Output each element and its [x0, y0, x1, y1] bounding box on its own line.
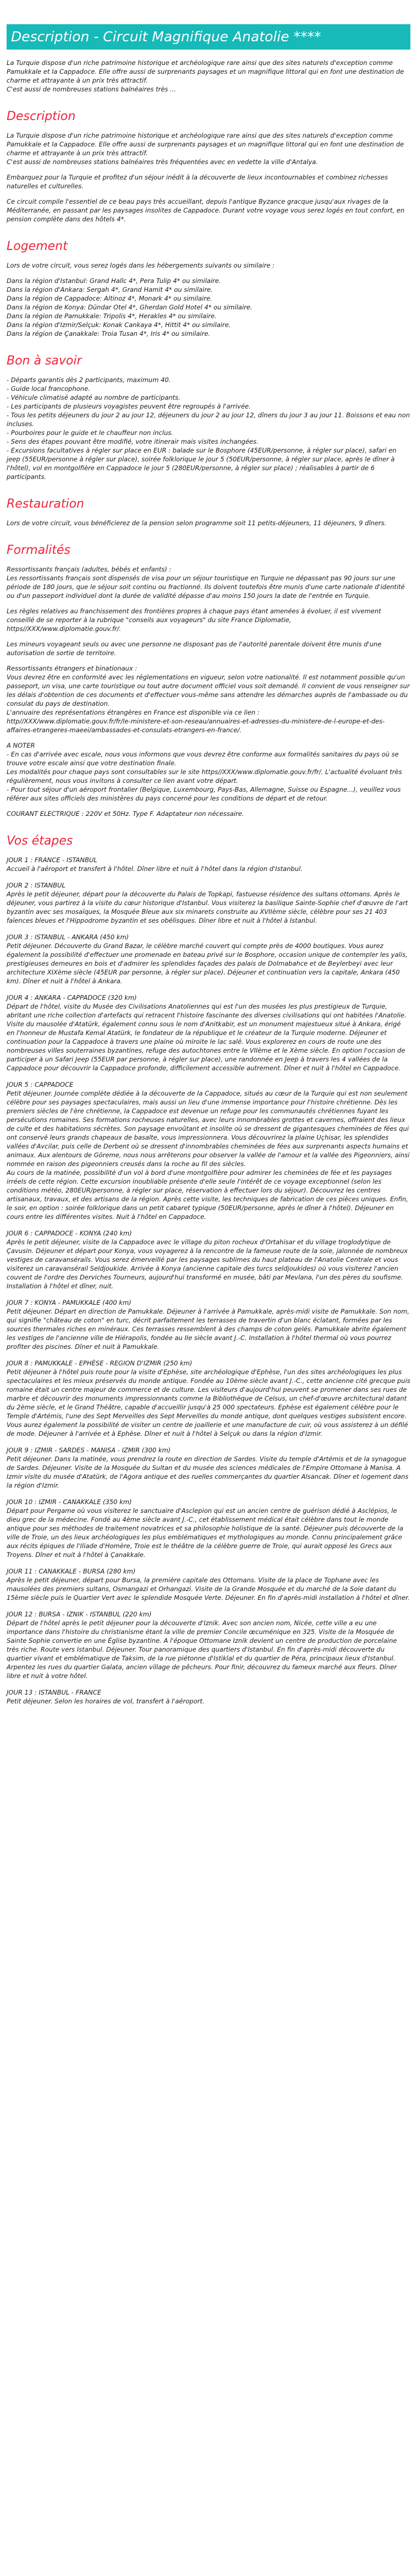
step-item: JOUR 12 : BURSA - IZNIK - ISTANBUL (220 km) Départ de l'hôtel après le petit déjeuner pour la découverte d'Iznik. Avec son ancien nom, Nicée, cette ville a eu une importance dans l'histoire du christianisme étant la ville de premier Concile œcuménique en 325. Visite de la Mosquée de Sainte Sophie convertie en une Église byzantine. A l'époque Ottomane Iznik devient un centre de production de porcelaine très riche. Route vers Istanbul. Déjeuner. Tour panoramique des quartiers d'Istanbul. En fin d'après-midi découverte du quartier vivant et emblématique de Taksim, de la rue piétonne d'Istiklal et du quartier de Péra, principaux lieux d'Istanbul. Arpentez les rues du quartier Galata, ancien village de pêcheurs. Pour finir, découvrez du fameux marché aux fleurs. Dîner libre et nuit à votre hôtel. [7, 1610, 397, 1680]
logement-section [7, 239, 410, 338]
formalites-paragraph: Ressortissants français (adultes, bébés et enfants) : Les ressortissants français sont dispensés de visa pour un séjour touristique en Turquie ne dépassant pas 90 jours sur une période de 180 jours, que le séjour soit continu ou fractionné. Ils doivent toutefois être munis d'une carte nationale d'identité ou d'un passeport individuel dont la durée de validité dépasse d'au moins 150 jours la date de l'entrée en Turquie. [7, 565, 405, 600]
intro-text: La Turquie dispose d'un riche patrimoine historique et archéologique rare ainsi que des sites naturels d'exception comme Pamukkale et la Cappadoce. Elle offre aussi de surprenants paysages et un magnifique littoral qui en font une destination de charme et attrayante à un prix très attractif. C'est aussi de nombreuses stations balnéaires très ... [7, 59, 404, 93]
savoir-list: - Départs garantis dès 2 participants, maximum 40. - Guide local francophone. - Véhicule climatisé adapté au nombre de participants. - Les participants de plusieurs voyagistes peuvent être regroupés à l'arrivée. - Tous les petits déjeuners du jour 2 au jour 12, déjeuners du jour 2 au jour 12, dîners du jour 3 au jour 11. Boissons et eau non incluses. - Pourboires pour le guide et le chauffeur non inclus. - Sens des étapes pouvant être modifié, votre itinerair mais visites inchangées. - Excursions facultatives à régler sur place en EUR : balade sur le Bosphore (45EUR/personne, à régler sur place), safari en jeep (55EUR/personne à régler sur place), soirée folklorique le jour 5 (50EUR/personne, à régler sur place, après le dîner à l'hôtel), vol en montgolfière en Cappadoce le jour 5 (280EUR/personne, à régler sur place) ; réalisables à partir de 6 participants. [7, 376, 410, 481]
formalites-paragraph: Les règles relatives au franchissement des frontières propres à chaque pays étant amenées à évoluer, il est vivement conseillé de se reporter à la rubrique "conseils aux voyageurs" du site France Diplomatie, https//XXX/www.diplomatie.gouv.fr/. [7, 607, 381, 633]
formalites-paragraph: Ressortissants étrangers et binationaux : Vous devrez être en conformité avec les réglementations en vigueur, selon votre nationalité. Il est notamment possible qu'un passeport, un visa, une carte touristique ou tout autre document officiel vous soit demandé. Il convient de vous renseigner sur les délais d'obtention de ces documents et d'effectuer vous-même sans attendre les démarches auprès de l'ambassade ou du consulat du pays de destination. L'annuaire des représentations étrangères en France est disponible via ce lien : http//XXX/www.diplomatie.gouv.fr/fr/le-ministere-et-son-reseau/annuaires-et-adresses-du-ministere-de-l-europe-et-des-affaires-etrangeres-maeei/ambassades-et-consulats-etrangers-en-france/. [7, 665, 410, 734]
step-item: JOUR 2 : ISTANBUL Après le petit déjeuner, départ pour la découverte du Palais de Topkapi, fastueuse résidence des sultans ottomans. Après le déjeuner, vous partirez à la visite du cœur historique d'Istanbul. Vous visiterez la basilique Sainte-Sophie chef d'œuvre de l'art byzantin avec ses mosaïques, la Mosquée Bleue aux six minarets construite au XVIIème siècle, célèbre pour ses 21 403 faïences bleues et l'Hippodrome byzantin et ses obélisques. Dîner libre et nuit à l'hôtel à Istanbul. [7, 881, 408, 924]
step-item: JOUR 13 : ISTANBUL - FRANCE Petit déjeuner. Selon les horaires de vol, transfert à l'aéroport. [7, 1689, 205, 1705]
step-item: JOUR 3 : ISTANBUL - ANKARA (450 km) Petit déjeuner. Découverte du Grand Bazar, le célèbre marché couvert qui compte près de 4000 boutiques. Vous aurez également la possibilité d'effectuer une promenade en bateau privé sur le Bosphore, occasion unique de contempler les yalis, prestigieuses demeures en bois et d'admirer les splendides façades des palais de Dolmabahce et de Beylerbeyi avec leur architecture XIXème siècle (45EUR par personne, à régler sur place). Déjeuner et continuation vers la capitale, Ankara (450 km). Dîner et nuit à l'hôtel à Ankara. [7, 933, 408, 985]
step-item: JOUR 5 : CAPPADOCE Petit déjeuner. Journée complète dédiée à la découverte de la Cappadoce, situés au cœur de la Turquie qui est non seulement célèbre pour ses paysages spectaculaires, mais aussi un lieu d'une immense importance pour l'histoire chrétienne. Dès les premiers siècles de l'ère chrétienne, la Cappadoce est devenue un refuge pour les communautés chrétiennes fuyant les persécutions romaines. Ses formations rocheuses naturelles, avec leurs innombrables grottes et cavernes, offraient des lieux de culte et des habitations sécrètes. Son paysage envoûtant et insolite où se dressent de gigantesques cheminées de fées qui ont conservé leurs grands chapeaux de basalte, vous impressionnera. Vous découvrirez la plaine Uçhisar, les splendides vallées d'Avcilar, puis celle de Derbent où se dressent d'innombrables cheminées de fées aux surprenants aspects humains et animaux. Aux alentours de Göreme, nous nous arrêterons pour observer la vallée de l'amour et la vallée des Pigeonniers, ainsi nommée en raison des pigeonniers creusés dans la roche au fil des siècles. Au cours de la matinée, possibilité d'un vol à bord d'une montgolfière pour admirer les cheminées de fée et les paysages irréels de cette région. Cette excursion inoubliable présente d'elle seule l'intérêt de ce voyage exceptionnel (selon les conditions météo, 280EUR/personne, à régler sur place, réservation à effectuer lors du séjour). Découvrez les centres artisanaux, travaux, et des artisans de la région. Après cette visite, les techniques de fabrication de ces pièces uniques. Enfin, le soir, en option : soirée folklorique dans un petit cabaret typique (50EUR/personne, après le dîner à l'hôtel). Déjeuner en cours entre les différentes visites. Nuit à l'hôtel en Cappadoce. [7, 1081, 410, 1221]
restauration-paragraph: Lors de votre circuit, vous bénéficierez de la pension selon programme soit 11 petits-déjeuners, 11 déjeuners, 9 dîners. [7, 519, 387, 527]
step-item: JOUR 1 : FRANCE - ISTANBUL Accueil à l'aéroport et transfert à l'hôtel. Dîner libre et nuit à l'hôtel dans la région d'Istanbul. [7, 856, 303, 873]
page [0, 24, 417, 1735]
restauration-section [7, 497, 410, 527]
section-heading-restauration: Restauration [7, 497, 85, 511]
formalites-paragraph: Les mineurs voyageant seuls ou avec une personne ne disposant pas de l'autorité parentale doivent être munis d'une autorisation de sortie de territoire. [7, 640, 382, 657]
formalites-paragraph: COURANT ELECTRIQUE : 220V et 50Hz. Type F. Adaptateur non nécessaire. [7, 810, 244, 818]
etapes-section [7, 834, 410, 1706]
description-section [7, 109, 410, 224]
section-heading-savoir: Bon à savoir [7, 354, 82, 368]
step-item: JOUR 9 : IZMIR - SARDES - MANISA - IZMIR (300 km) Petit déjeuner. Dans la matinée, vous prendrez la route en direction de Sardes. Visite du temple d'Artémis et de la synagogue de Sardes. Déjeuner. Visite de la Mosquée du Sultan et du musée des sciences médicales de l'Empire Ottomane à Manisa. A Izmir visite du musée d'Atatürk, de l'Agora antique et des ruelles commerçantes du quartier Alsancak. Dîner et logement dans la région d'Izmir. [7, 1446, 409, 1489]
description-paragraph: Ce circuit compile l'essentiel de ce beau pays très accueillant, depuis l'antique Byzance gracque jusqu'aux rivages de la Méditerranée, en passant par les paysages insolites de Cappadoce. Durant votre voyage vous serez logés en tout confort, en pension complète dans des hôtels 4*. [7, 198, 405, 223]
description-paragraph: La Turquie dispose d'un riche patrimoine historique et archéologique rare ainsi que des sites naturels d'exception comme Pamukkale et la Cappadoce. Elle offre aussi de surprenants paysages et un magnifique littoral qui en font une destination de charme et attrayante à un prix très attractif. C'est aussi de nombreuses stations balnéaires très fréquentées avec en vedette la ville d'Antalya. [7, 132, 404, 166]
step-item: JOUR 4 : ANKARA - CAPPADOCE (320 km) Départ de l'hôtel, visite du Musée des Civilisations Anatoliennes qui est l'un des musées les plus prestigieux de Turquie, abritant une riche collection d'artefacts qui retracent l'histoire fascinante des diverses civilisations qui ont habitées l'Anatolie. Visite du mausolée d'Atatürk, également connu sous le nom d'Anitkabir, est un monument majestueux situé à Ankara, érigé en l'honneur de Mustafa Kemal Atatürk, le fondateur de la république et le créateur de la Turquie moderne. Déjeuner et continuation pour la Cappadoce à travers une plaine où miroite le lac salé. Vous explorerez en cours de route une des nombreuses villes souterraines byzantines, refuge des autochtones entre le VIIème et le Xème siècle. En option l'occasion de participer à un Safari Jeep (55EUR par personne, à régler sur place), une randonnée en Jeep à travers les 4 vallées de la Cappadoce pour découvrir la Cappadoce profonde, difficilement accessible autrement. Dîner et nuit à l'hôtel en Cappadoce. [7, 994, 407, 1072]
section-heading-formalites: Formalités [7, 543, 70, 557]
step-item: JOUR 10 : IZMIR - CANAKKALE (350 km) Départ pour Pergame où vous visiterez le sanctuaire d'Asclepion qui est un ancien centre de guérison dédié à Asclépios, le dieu grec de la médecine. Fondé au 4ème siècle avant J.-C., cet établissement médical était célèbre dans tout le monde antique pour ses méthodes de traitement novatrices et sa philosophie holistique de la santé. Déjeuner puis découverte de la ville de Troie, un des lieux archéologiques les plus emblématiques et mythologiques au monde. Connu principalement grâce aux récits épiques de l'Iliade d'Homère, Troie est le théâtre de la célèbre guerre de Troie, qui aurait opposé les Grecs aux Troyens. Dîner et nuit à l'hôtel à Çanakkale. [7, 1498, 403, 1559]
section-heading-etapes: Vos étapes [7, 834, 73, 848]
page-title: Description - Circuit Magnifique Anatolie **** [7, 24, 410, 50]
logement-paragraph: Lors de votre circuit, vous serez logés dans les hébergements suivants ou similaire : [7, 262, 275, 269]
section-heading-description: Description [7, 110, 76, 123]
step-item: JOUR 7 : KONYA - PAMUKKALE (400 km) Petit déjeuner. Départ en direction de Pamukkale. Déjeuner à l'arrivée à Pamukkale, après-midi visite de Pamukkale. Son nom, qui signifie "château de coton" en turc, décrit parfaitement les terrasses de travertin d'un blanc éclatant, formées par les sources thermales riches en minéraux. Ces terrasses ressemblent à des champs de coton gelés. Pamukkale abrite également les vestiges de l'ancienne ville de Hiérapolis, fondée au IIe siècle avant J.-C. Installation à l'hôtel thermal où vous pourrez profiter des piscines. Dîner et nuit à Pamukkale. [7, 1299, 410, 1350]
formalites-section [7, 543, 410, 818]
step-item: JOUR 8 : PAMUKKALE - EPHÈSE - REGION D'IZMIR (250 km) Petit déjeuner à l'hôtel puis route pour la visite d'Ephèse, site archéologique d'Ephèse, l'un des sites archéologiques les plus spectaculaires et les mieux préservés du monde antique. Fondée au 10ème siècle avant J.-C., cette ancienne cité grecque puis romaine était un centre majeur de commerce et de culture. Les visiteurs d'aujourd'hui peuvent se promener dans ses rues de marbre et découvrir des monuments impressionnants comme la Bibliothèque de Celsus, un chef-d'œuvre architectural datant du 2ème siècle, et le Grand Théâtre, capable d'accueillir jusqu'à 25 000 spectateurs. Ephèse est également célèbre pour le Temple d'Artémis, l'une des Sept Merveilles des Sept Merveilles du monde antique, dont quelques vestiges subsistent encore. Vous aurez également la possibilité de visiter un centre de joaillerie et une manufacture de cuir, où vous assisterez à un défilé de mode. Déjeuner à l'arrivée et à Ephèse. Dîner et nuit à l'hôtel à Selçuk ou dans la région d'Izmir. [7, 1359, 410, 1437]
logement-hotel-list: Dans la région d'Istanbul: Grand Hallc 4*, Pera Tulip 4* ou similaire. Dans la région d'Ankara: Sergah 4*, Grand Hamit 4* ou similaire. Dans la région de Cappadoce: Altinoz 4*, Monark 4* ou similaire. Dans la région de Konya: Dündar Otel 4*, Gherdan Gold Hotel 4* ou similaire. Dans la région de Pamukkale: Tripolis 4*, Herakles 4* ou similaire. Dans la région d'Izmir/Selçuk: Konak Cankaya 4*, Hittit 4* ou similaire. Dans la région de Çanakkale: Troia Tusan 4*, Iris 4* ou similaire. [7, 277, 253, 337]
step-item: JOUR 11 : CANAKKALE - BURSA (280 km) Après le petit déjeuner, départ pour Bursa, la première capitale des Ottomans. Visite de la place de Tophane avec les mausolées des premiers sultans, Osmangazi et Orhangazi. Visite de la Grande Mosquée et du marché de la Soie datant du 15ème siècle puis le Quartier Vert avec le splendide Mosquée Verte. Déjeuner. En fin d'après-midi installation à l'hôtel et dîner. [7, 1567, 410, 1602]
section-heading-logement: Logement [7, 239, 68, 253]
formalites-paragraph: A NOTER - En cas d'arrivée avec escale, nous vous informons que vous devrez être conforme aux formalités sanitaires du pays où se trouve votre escale ainsi que votre destination finale. Les modalités pour chaque pays sont consultables sur le site https//XXX/www.diplomatie.gouv.fr/fr/. L'actualité évoluant très régulièrement, nous vous invitons à consulter ce lien avant votre départ. - Pour tout séjour d'un aéroport frontalier (Belgique, Luxembourg, Pays-Bas, Allemagne, Suisse ou Espagne...), veuillez vous référer aux sites officiels des ministères du pays concerné pour les conditions de départ et de retour. [7, 742, 402, 802]
step-item: JOUR 6 : CAPPADOCE - KONYA (240 km) Après le petit déjeuner, visite de la Cappadoce avec le village du piton rocheux d'Ortahisar et du village troglodytique de Çavusin. Déjeuner et départ pour Konya, vous voyagerez à la rencontre de la fameuse route de la soie, jalonnée de nombreux vestiges de caravansérails. Vous serez émerveillé par les paysages sublimes du haut plateau de l'Anatolie Centrale et vous visiterez un caravansérail Seldjoukide. Arrivée à Konya (ancienne capitale des turcs seldjoukides) où vous visiterez l'ancien couvent de l'ordre des Derviches Tourneurs, aujourd'hui transformé en musée, bâti par Mevlana, l'un des pères du soufisme. Installation à l'hôtel et dîner, nuit. [7, 1229, 408, 1290]
savoir-section [7, 353, 410, 481]
description-paragraph: Embarquez pour la Turquie et profitez d'un séjour inédit à la découverte de lieux incontournables et combinez richesses naturelles et culturelles. [7, 173, 388, 190]
